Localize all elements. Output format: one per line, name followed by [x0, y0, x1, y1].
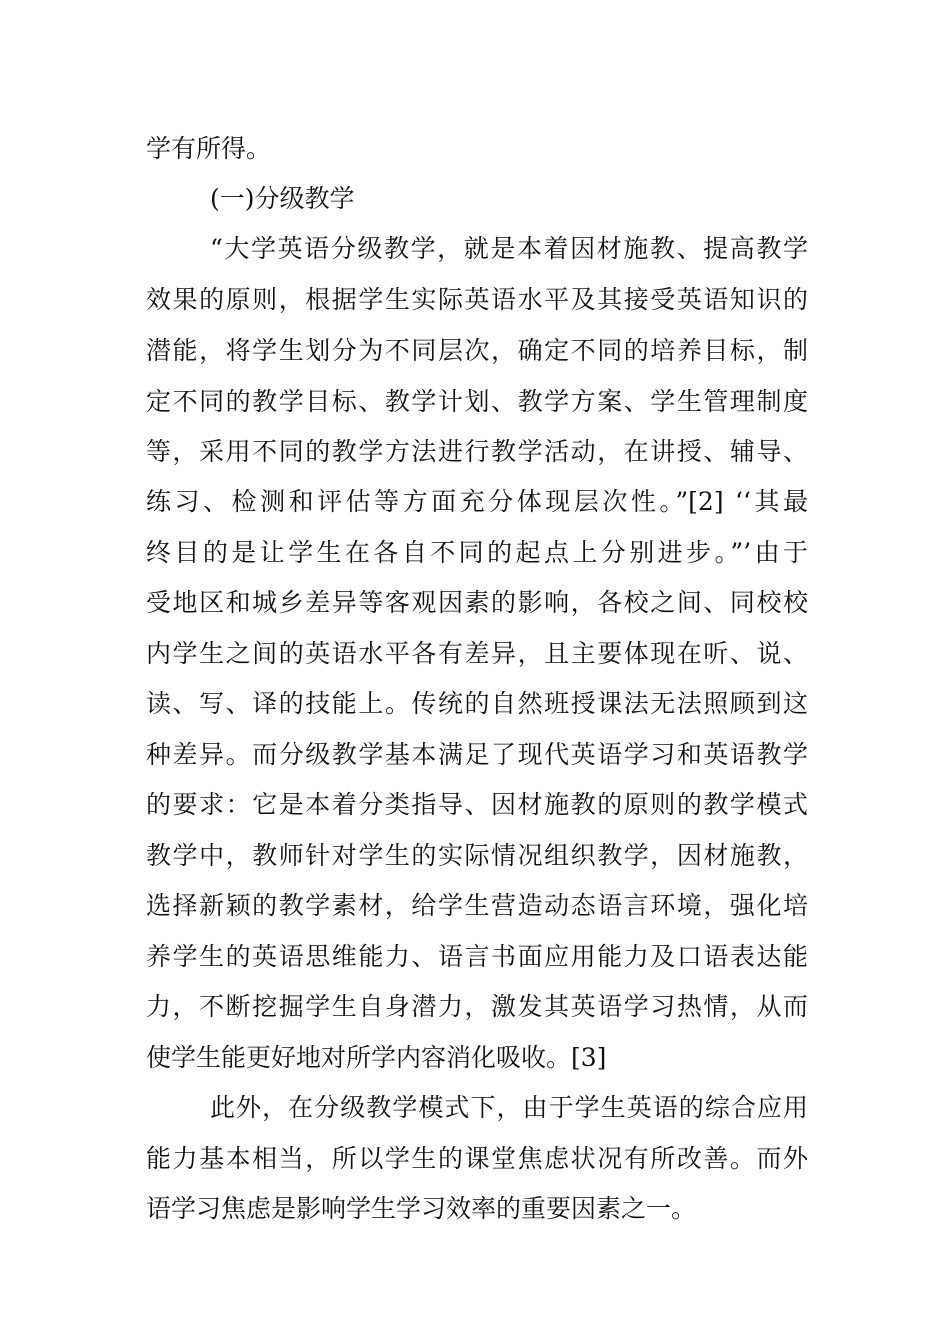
text-line-1: 学有所得。 — [146, 134, 272, 163]
text-line-16: 选择新颖的教学素材，给学生营造动态语言环境，强化培 — [146, 891, 808, 920]
text-line-17: 养学生的英语思维能力、语言书面应用能力及口语表达能 — [146, 942, 808, 971]
text-line-13: 种差异。而分级教学基本满足了现代英语学习和英语教学 — [146, 740, 808, 769]
text-line-8: 练习、检测和评估等方面充分体现层次性。”[2] ‘‘其最 — [146, 487, 808, 516]
text-line-15: 教学中，教师针对学生的实际情况组织教学，因材施教， — [146, 841, 808, 870]
text-line-21: 能力基本相当，所以学生的课堂焦虑状况有所改善。而外 — [146, 1144, 808, 1173]
text-line-20: 此外，在分级教学模式下，由于学生英语的综合应用 — [210, 1093, 808, 1122]
text-line-10: 受地区和城乡差异等客观因素的影响，各校之间、同校校 — [146, 588, 808, 617]
text-line-14: 的要求：它是本着分类指导、因材施教的原则的教学模式 — [146, 790, 808, 819]
text-line-22: 语学习焦虑是影响学生学习效率的重要因素之一。 — [146, 1194, 697, 1223]
text-line-19: 使学生能更好地对所学内容消化吸收。[3] — [146, 1043, 607, 1072]
text-line-4: 效果的原则，根据学生实际英语水平及其接受英语知识的 — [146, 285, 808, 314]
text-line-7: 等，采用不同的教学方法进行教学活动，在讲授、辅导、 — [146, 437, 808, 466]
text-line-12: 读、写、译的技能上。传统的自然班授课法无法照顾到这 — [146, 689, 808, 718]
text-line-5: 潜能，将学生划分为不同层次，确定不同的培养目标，制 — [146, 336, 808, 365]
text-line-6: 定不同的教学目标、教学计划、教学方案、学生管理制度 — [146, 387, 808, 416]
text-line-9: 终目的是让学生在各自不同的起点上分别进步。”’由于 — [146, 538, 808, 567]
text-line-18: 力，不断挖掘学生自身潜力，激发其英语学习热情，从而 — [146, 992, 808, 1021]
text-line-3: “大学英语分级教学，就是本着因材施教、提高教学 — [210, 234, 808, 263]
section-heading: (一)分级教学 — [210, 184, 355, 213]
text-line-11: 内学生之间的英语水平各有差异，且主要体现在听、说、 — [146, 639, 808, 668]
